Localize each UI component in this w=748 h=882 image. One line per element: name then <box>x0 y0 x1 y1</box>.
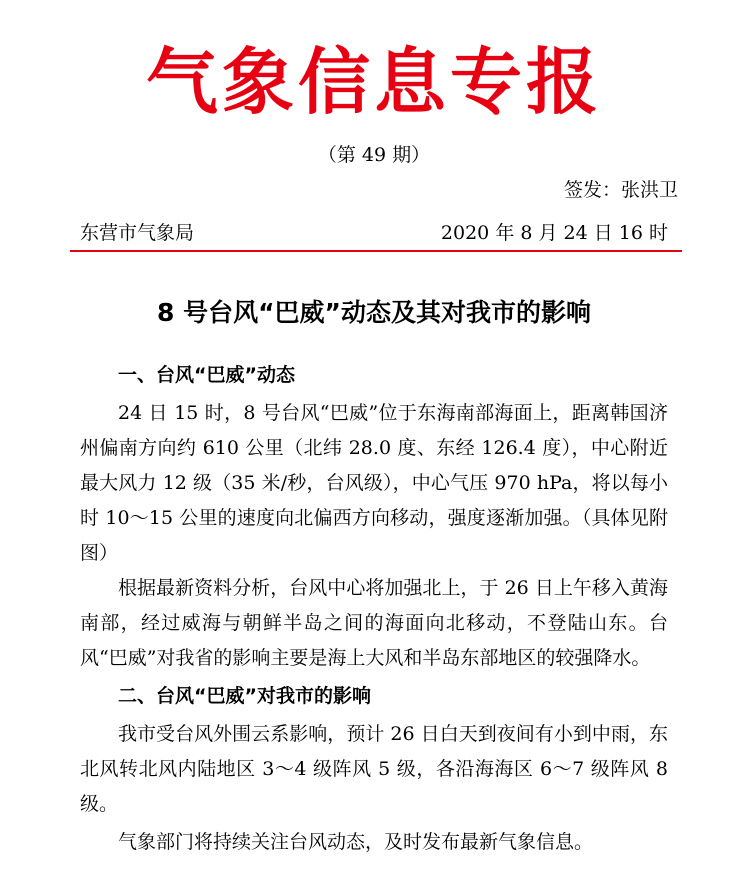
section-heading-local-impact: 二、台风“巴威”对我市的影响 <box>118 685 371 707</box>
signer: 签发：张洪卫 <box>563 179 678 201</box>
section-heading-typhoon-status: 一、台风“巴威”动态 <box>118 364 295 386</box>
masthead-title: 气象信息专报 <box>145 40 602 124</box>
issue-number: （第 49 期） <box>317 144 431 166</box>
paragraph-typhoon-forecast: 根据最新资料分析，台风中心将加强北上，于 26 日上午移入黄海南部，经过威海与朝鲜半岛之间的海面向北移动，不登陆山东。台风“巴威”对我省的影响主要是海上大风和半岛东部地区的较强降水。 <box>80 577 668 669</box>
header-divider <box>70 250 682 252</box>
issuing-agency: 东营市气象局 <box>80 222 195 244</box>
paragraph-local-weather: 我市受台风外围云系影响，预计 26 日白天到夜间有小到中雨，东北风转北风内陆地区 3～4 级阵风 5 级，各沿海海区 6～7 级阵风 8 级。 <box>80 723 668 815</box>
paragraph-closing-note: 气象部门将持续关注台风动态，及时发布最新气象信息。 <box>118 831 594 853</box>
document-body <box>80 358 668 860</box>
document-title: 8 号台风“巴威”动态及其对我市的影响 <box>157 298 591 327</box>
paragraph-typhoon-position: 24 日 15 时，8 号台风“巴威”位于东海南部海面上，距离韩国济州偏南方向约 610 公里（北纬 28.0 度、东经 126.4 度），中心附近最大风力 12 级（35 米/秒，台风级），中心气压 970 hPa，将以每小时 10～15 公里的速度向北偏西方向移动，强度逐渐加强。（具体见附图） <box>80 402 668 564</box>
issue-date: 2020 年 8 月 24 日 16 时 <box>440 222 668 244</box>
